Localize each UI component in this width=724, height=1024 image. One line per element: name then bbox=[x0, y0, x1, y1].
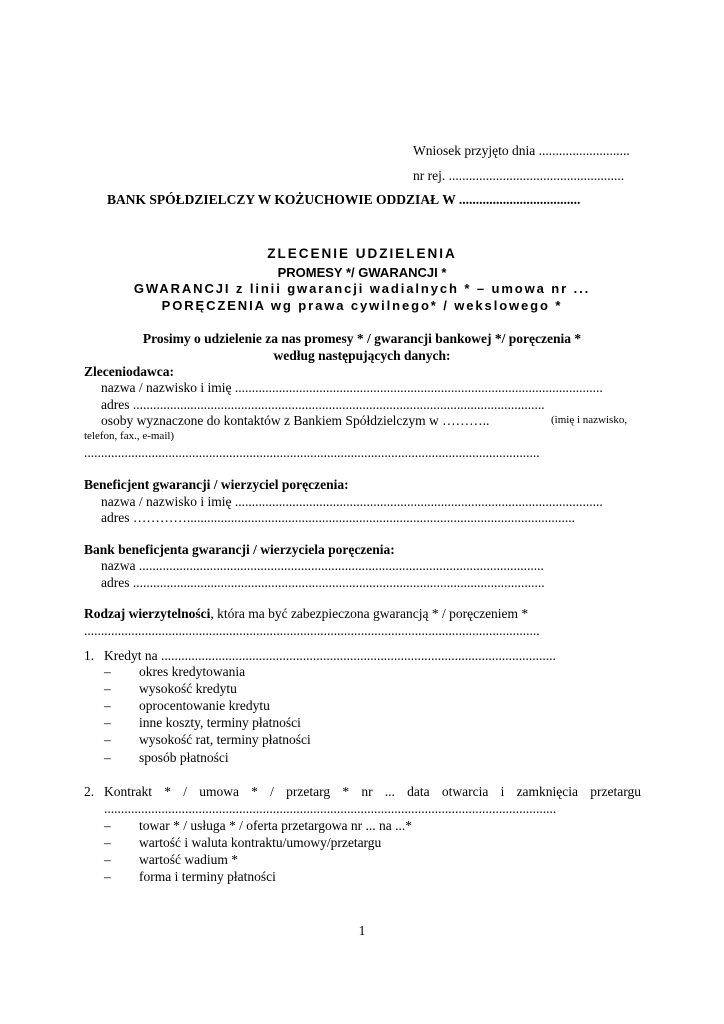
beneficiary-bank-address-field: adres .......................................................................................................................... bbox=[101, 575, 545, 590]
dash-bullet: – bbox=[104, 869, 111, 884]
dash-bullet: – bbox=[104, 698, 111, 713]
list-item-label: okres kredytowania bbox=[139, 664, 246, 679]
list-item-label: wysokość rat, terminy płatności bbox=[139, 732, 311, 747]
principal-address-field: adres .......................................................................................................................... bbox=[101, 397, 545, 412]
principal-contact-note-2: telefon, fax., e-mail) bbox=[84, 430, 175, 442]
dash-bullet: – bbox=[104, 664, 111, 679]
list-item-label: wartość wadium * bbox=[139, 852, 238, 867]
principal-contact-field: osoby wyznaczone do kontaktów z Bankiem Spółdzielczym w ……….. bbox=[101, 413, 490, 428]
title-line-4: PORĘCZENIA wg prawa cywilnego* / wekslowego * bbox=[161, 298, 563, 313]
dash-bullet: – bbox=[104, 681, 111, 696]
principal-contact-note: (imię i nazwisko, bbox=[551, 414, 628, 426]
credit-number: 1. bbox=[84, 648, 95, 663]
list-item-label: oprocentowanie kredytu bbox=[139, 698, 270, 713]
dash-bullet: – bbox=[104, 852, 111, 867]
request-line-2: według następujących danych: bbox=[273, 348, 451, 363]
dash-bullet: – bbox=[104, 750, 111, 765]
claim-dots: ....................................................................................................................................... bbox=[84, 623, 540, 638]
principal-heading: Zleceniodawca: bbox=[84, 364, 174, 379]
beneficiary-bank-heading: Bank beneficjenta gwarancji / wierzyciela poręczenia: bbox=[84, 542, 395, 557]
beneficiary-bank-name-field: nazwa ........................................................................................................................ bbox=[101, 558, 544, 573]
received-date-field: Wniosek przyjęto dnia ........................... bbox=[413, 143, 630, 158]
dash-bullet: – bbox=[104, 818, 111, 833]
list-item-label: towar * / usługa * / oferta przetargowa nr ... na ...* bbox=[139, 818, 413, 833]
principal-contact-dots: ....................................................................................................................................... bbox=[84, 445, 540, 460]
dash-bullet: – bbox=[104, 732, 111, 747]
list-item-label: inne koszty, terminy płatności bbox=[139, 715, 301, 730]
list-item-label: wartość i waluta kontraktu/umowy/przetargu bbox=[139, 835, 382, 850]
registration-number-field: nr rej. .................................................... bbox=[413, 168, 625, 183]
dash-bullet: – bbox=[104, 715, 111, 730]
list-item-label: forma i terminy płatności bbox=[139, 869, 276, 884]
beneficiary-heading: Beneficjent gwarancji / wierzyciel poręczenia: bbox=[84, 477, 349, 492]
list-item-label: wysokość kredytu bbox=[139, 681, 237, 696]
contract-label: Kontrakt * / umowa * / przetarg * nr ... data otwarcia i zamknięcia przetargu bbox=[104, 784, 641, 799]
claim-heading bbox=[84, 606, 528, 622]
claim-heading-bold: Rodzaj wierzytelności bbox=[84, 606, 211, 621]
page-number: 1 bbox=[358, 923, 366, 938]
title-line-3: GWARANCJI z linii gwarancji wadialnych * – umowa nr ... bbox=[133, 281, 591, 296]
claim-heading-rest: , która ma być zabezpieczona gwarancją * / poręczeniem * bbox=[210, 606, 529, 621]
contract-dots: ...................................................................................................................................... bbox=[104, 801, 557, 816]
request-line-1: Prosimy o udzielenie za nas promesy * / gwarancji bankowej */ poręczenia * bbox=[142, 331, 582, 346]
title-line-1: ZLECENIE UDZIELENIA bbox=[267, 246, 457, 261]
beneficiary-name-field: nazwa / nazwisko i imię ............................................................................................................. bbox=[101, 494, 603, 509]
beneficiary-address-field: adres …………................................................................................................................... bbox=[101, 510, 575, 525]
dash-bullet: – bbox=[104, 835, 111, 850]
bank-branch-line: BANK SPÓŁDZIELCZY W KOŻUCHOWIE ODDZIAŁ W .................................... bbox=[107, 192, 581, 207]
list-item-label: sposób płatności bbox=[139, 750, 229, 765]
title-line-2: PROMESY */ GWARANCJI * bbox=[277, 265, 447, 280]
contract-number: 2. bbox=[84, 784, 95, 799]
principal-name-field: nazwa / nazwisko i imię ............................................................................................................. bbox=[101, 380, 603, 395]
credit-label: Kredyt na ..................................................................................................................... bbox=[104, 648, 556, 663]
